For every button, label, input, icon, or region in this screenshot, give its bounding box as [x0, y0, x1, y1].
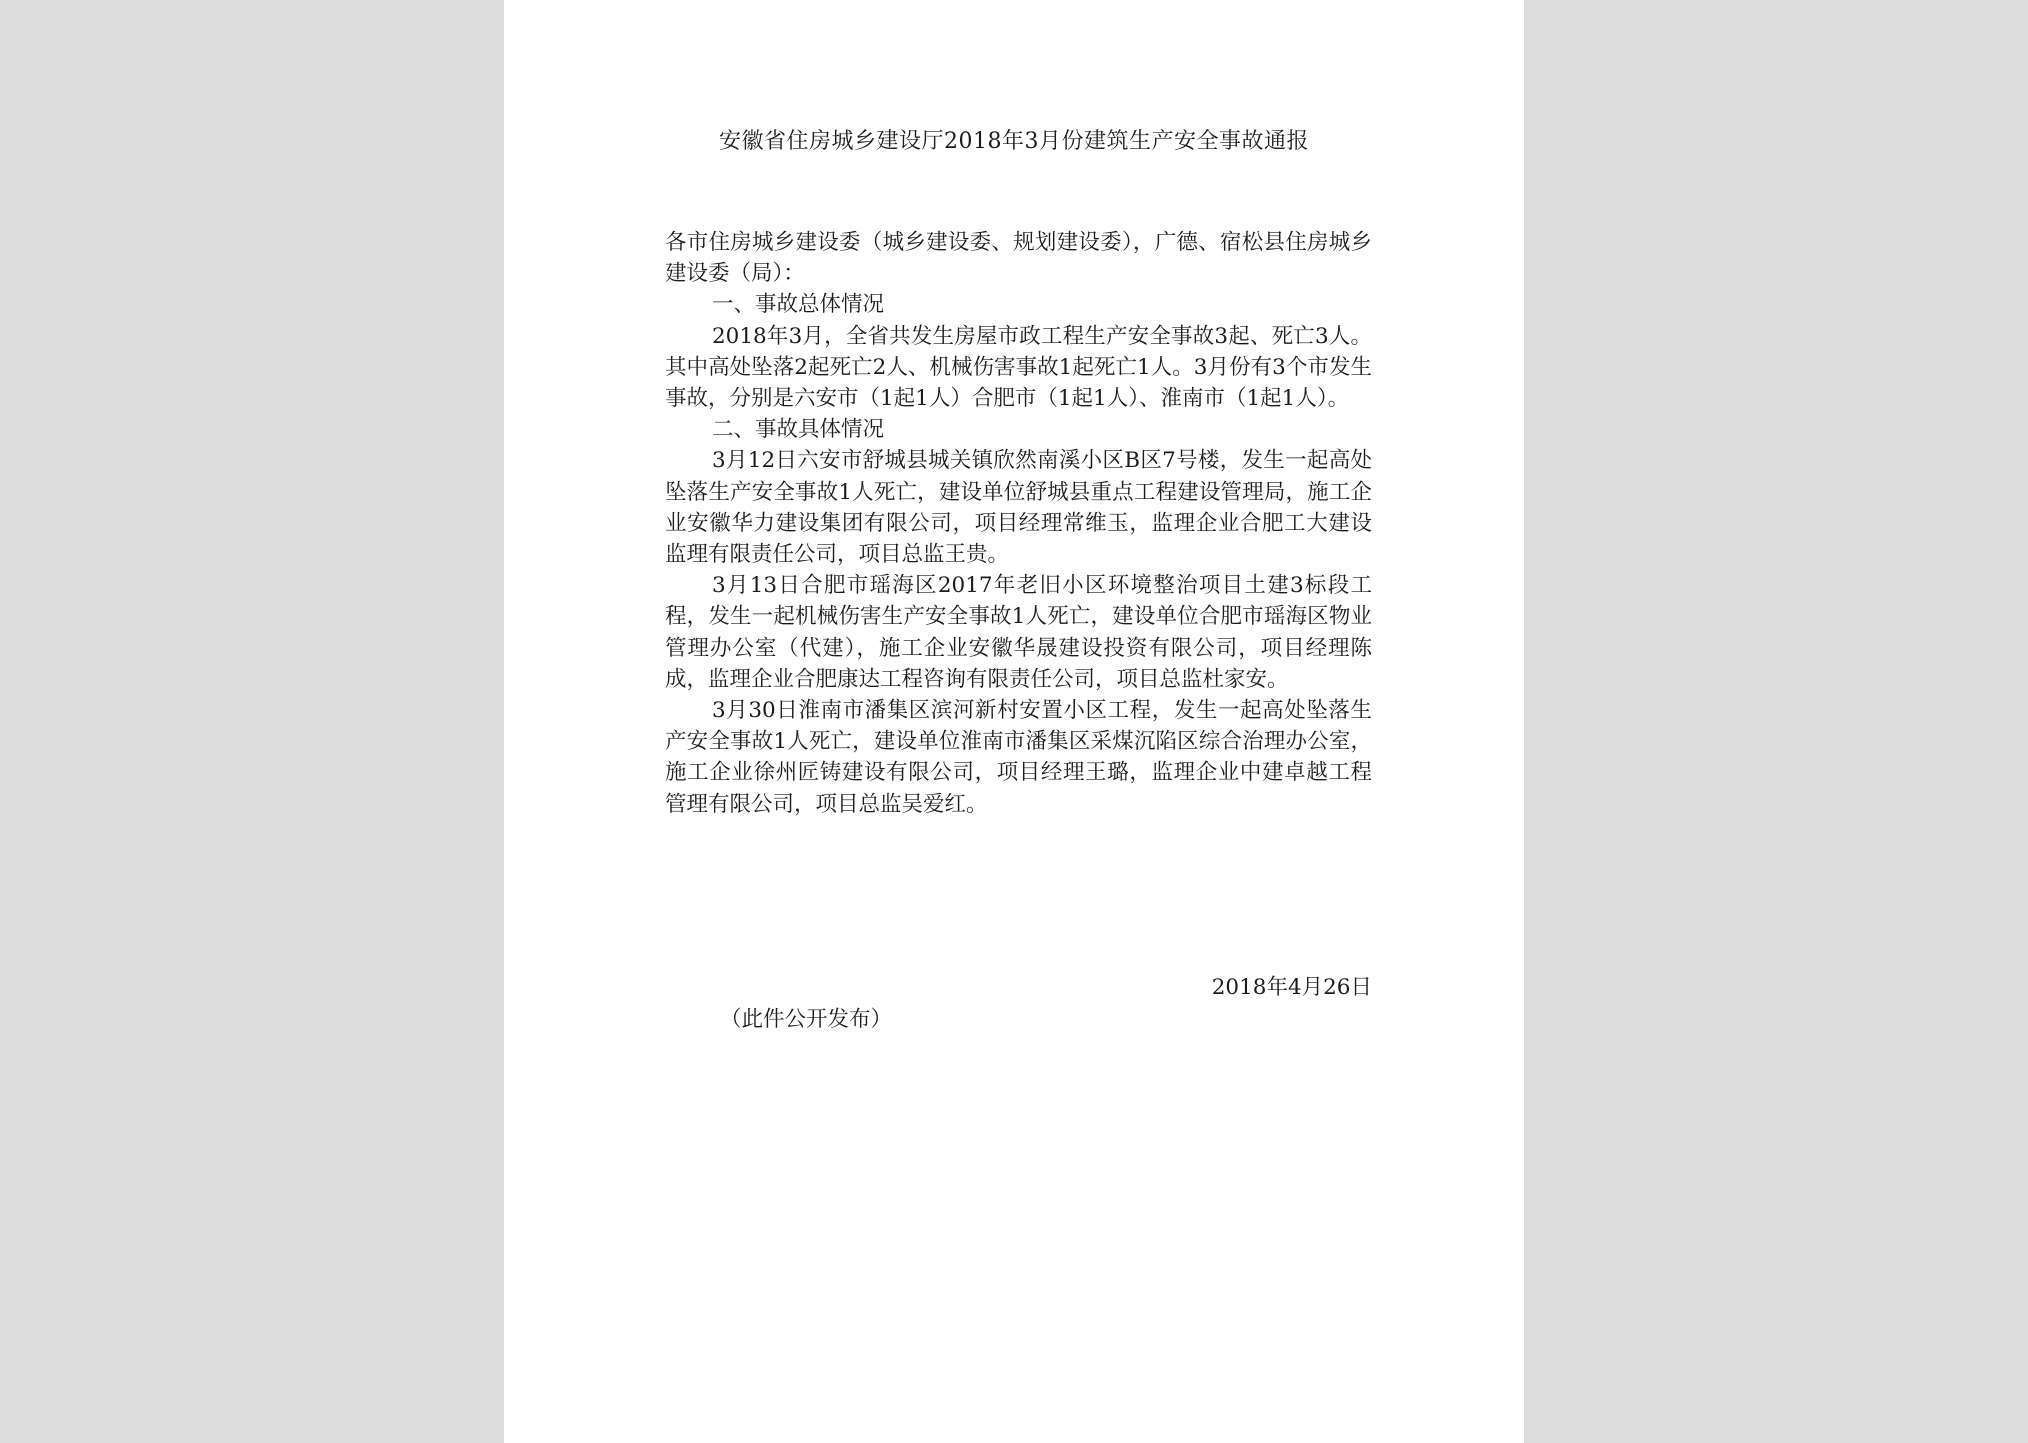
- overview-paragraph: 2018年3月，全省共发生房屋市政工程生产安全事故3起、死亡3人。其中高处坠落2起死亡2人、机械伤害事故1起死亡1人。3月份有3个市发生事故，分别是六安市（1起1人）合肥市（1起1人）、淮南市（1起1人）。: [665, 323, 1372, 412]
- document-title: 安徽省住房城乡建设厅2018年3月份建筑生产安全事故通报: [719, 129, 1309, 154]
- incident-paragraph-liuan: 3月12日六安市舒城县城关镇欣然南溪小区B区7号楼，发生一起高处坠落生产安全事故1人死亡，建设单位舒城县重点工程建设管理局，施工企业安徽华力建设集团有限公司，项目经理常维玉，监理企业合肥工大建设监理有限责任公司，项目总监王贵。: [665, 448, 1372, 568]
- salutation: 各市住房城乡建设委（城乡建设委、规划建设委），广德、宿松县住房城乡建设委（局）：: [665, 230, 1372, 287]
- publication-note: （此件公开发布）: [720, 1007, 893, 1032]
- incident-paragraph-hefei: 3月13日合肥市瑶海区2017年老旧小区环境整治项目土建3标段工程，发生一起机械伤害生产安全事故1人死亡，建设单位合肥市瑶海区物业管理办公室（代建），施工企业安徽华晟建设投资有限公司，项目经理陈成，监理企业合肥康达工程咨询有限责任公司，项目总监杜家安。: [665, 573, 1372, 692]
- incident-paragraph-huainan: 3月30日淮南市潘集区滨河新村安置小区工程，发生一起高处坠落生产安全事故1人死亡，建设单位淮南市潘集区采煤沉陷区综合治理办公室，施工企业徐州匠铸建设有限公司，项目经理王璐，监理企业中建卓越工程管理有限公司，项目总监吴爱红。: [665, 698, 1372, 817]
- document-body: [665, 227, 1372, 820]
- document-page: [504, 0, 1524, 1443]
- section-heading-overview: 一、事故总体情况: [712, 292, 885, 318]
- document-date: 2018年4月26日: [1211, 975, 1372, 1000]
- section-heading-details: 二、事故具体情况: [712, 417, 885, 443]
